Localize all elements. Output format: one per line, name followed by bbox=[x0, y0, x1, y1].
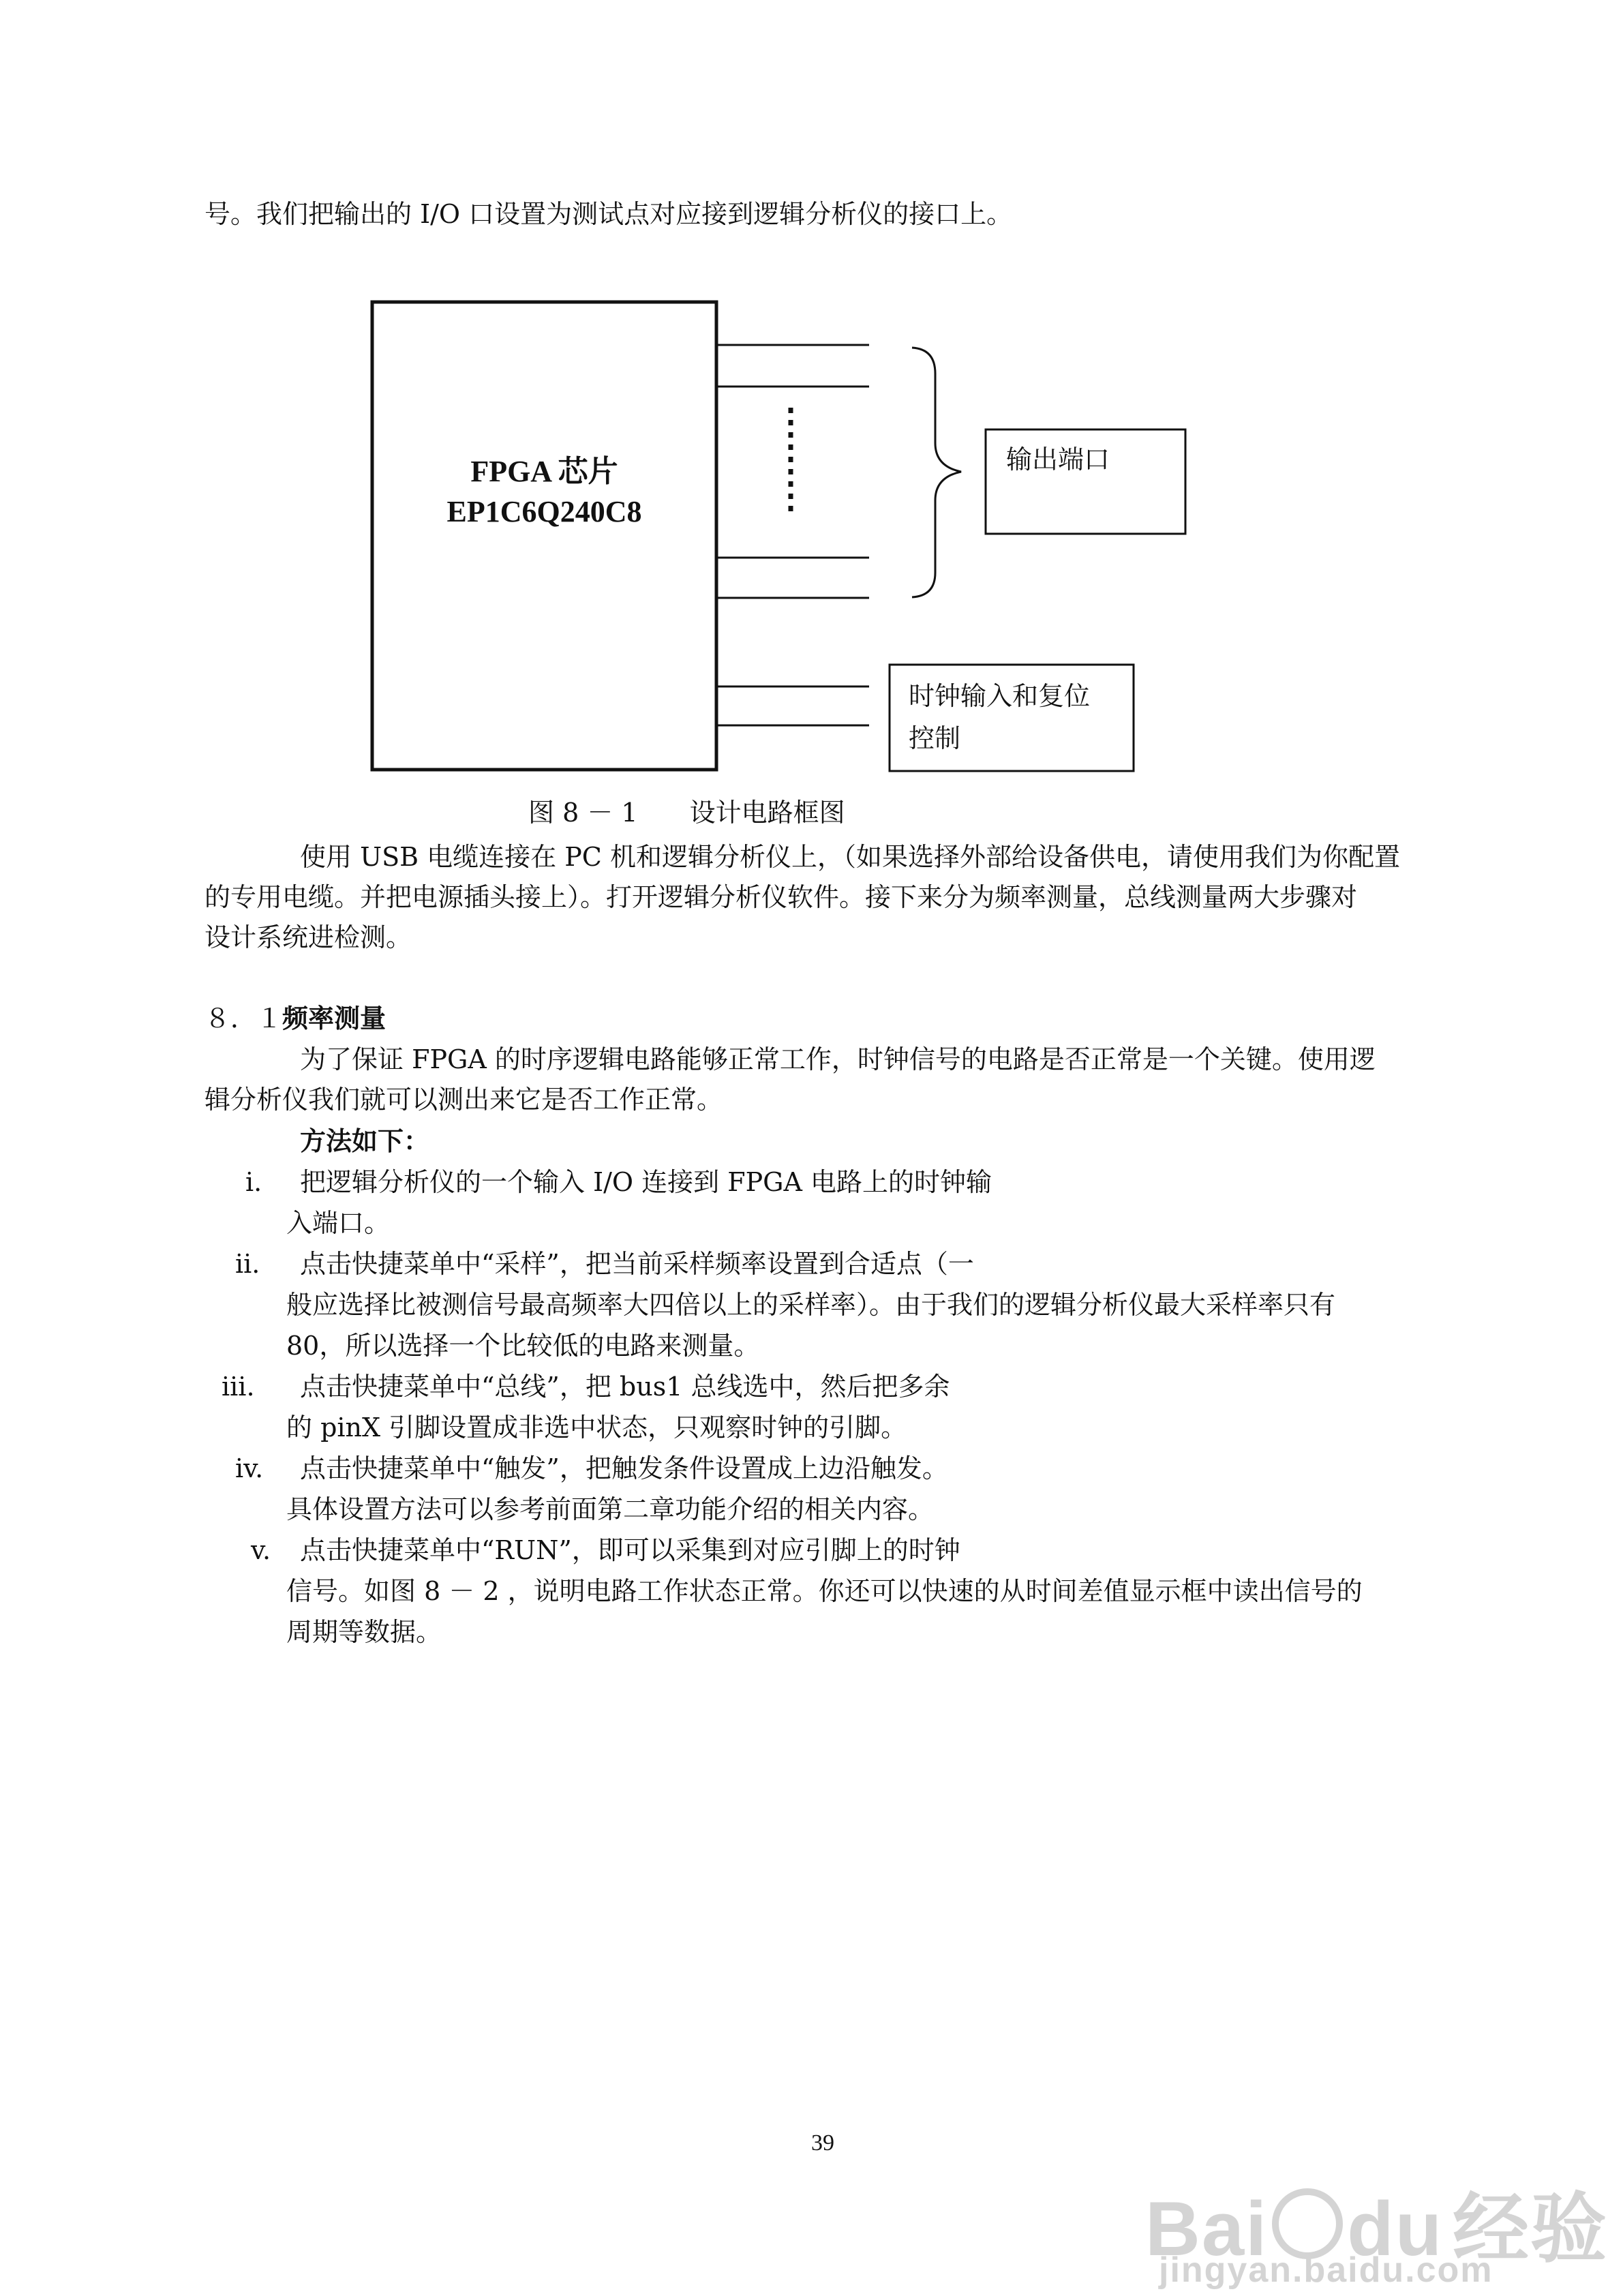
clock-reset-label-line2: 控制 bbox=[909, 723, 961, 753]
step-text: 信号。如图 8 － 2 ，说明电路工作状态正常。你还可以快速的从时间差值显示框中读出信号的 bbox=[286, 1576, 1363, 1606]
paragraph2-line: 为了保证 FPGA 的时序逻辑电路能够正常工作，时钟信号的电路是否正常是一个关键。使用逻 bbox=[300, 1044, 1376, 1074]
step-text: 把逻辑分析仪的一个输入 I/O 连接到 FPGA 电路上的时钟输 bbox=[300, 1167, 992, 1197]
curly-brace bbox=[912, 348, 961, 597]
step-text: 入端口。 bbox=[286, 1208, 391, 1238]
watermark-brand2: du bbox=[1347, 2186, 1444, 2271]
intro-line: 号。我们把输出的 I/O 口设置为测试点对应接到逻辑分析仪的接口上。 bbox=[204, 199, 1013, 229]
step-text: 般应选择比被测信号最高频率大四倍以上的采样率）。由于我们的逻辑分析仪最大采样率只有 bbox=[286, 1290, 1336, 1320]
step-number: iii. bbox=[222, 1372, 255, 1402]
step-text: 80，所以选择一个比较低的电路来测量。 bbox=[286, 1331, 760, 1361]
section-number: ８．１ bbox=[204, 1003, 283, 1033]
paragraph2-line: 辑分析仪我们就可以测出来它是否工作正常。 bbox=[204, 1085, 723, 1115]
step-text: 点击快捷菜单中“RUN”，即可以采集到对应引脚上的时钟 bbox=[300, 1535, 960, 1565]
step-number: v. bbox=[251, 1535, 271, 1565]
watermark-brand: Bai bbox=[1145, 2186, 1269, 2271]
step-number: i. bbox=[245, 1167, 262, 1197]
section-title: 频率测量 bbox=[282, 1003, 386, 1033]
step-text: 点击快捷菜单中“总线”，把 bus1 总线选中，然后把多余 bbox=[300, 1372, 950, 1402]
chip-name: FPGA 芯片 bbox=[470, 455, 618, 488]
figure-caption: 图 8 － 1 设计电路框图 bbox=[528, 798, 845, 828]
chip-model: EP1C6Q240C8 bbox=[446, 495, 642, 528]
output-port-label: 输出端口 bbox=[1006, 444, 1110, 474]
fpga-chip-box bbox=[372, 302, 716, 770]
circuit-block-diagram bbox=[0, 0, 1623, 791]
step-number: iv. bbox=[235, 1453, 264, 1483]
section-heading bbox=[204, 1002, 386, 1035]
method-heading: 方法如下： bbox=[300, 1126, 430, 1156]
clock-reset-label-line1: 时钟输入和复位 bbox=[909, 681, 1091, 711]
step-text: 的 pinX 引脚设置成非选中状态，只观察时钟的引脚。 bbox=[286, 1413, 907, 1442]
step-text: 点击快捷菜单中“触发”，把触发条件设置成上边沿触发。 bbox=[300, 1453, 948, 1483]
paragraph1-line: 的专用电缆。并把电源插头接上）。打开逻辑分析仪软件。接下来分为频率测量，总线测量两大步骤对 bbox=[204, 882, 1358, 912]
page-number: 39 bbox=[811, 2130, 834, 2156]
step-text: 具体设置方法可以参考前面第二章功能介绍的相关内容。 bbox=[286, 1494, 935, 1524]
paragraph1-line: 设计系统进检测。 bbox=[204, 922, 412, 952]
watermark-url: jingyan.baidu.com bbox=[1159, 2250, 1493, 2290]
watermark-cn: 经验 bbox=[1453, 2185, 1609, 2274]
step-number: ii. bbox=[235, 1249, 260, 1279]
paragraph1-line: 使用 USB 电缆连接在 PC 机和逻辑分析仪上，（如果选择外部给设备供电，请使用我们为你配置 bbox=[300, 842, 1400, 872]
step-text: 点击快捷菜单中“采样”，把当前采样频率设置到合适点（一 bbox=[300, 1249, 974, 1279]
paw-icon bbox=[1272, 2188, 1343, 2259]
step-text: 周期等数据。 bbox=[286, 1617, 442, 1647]
